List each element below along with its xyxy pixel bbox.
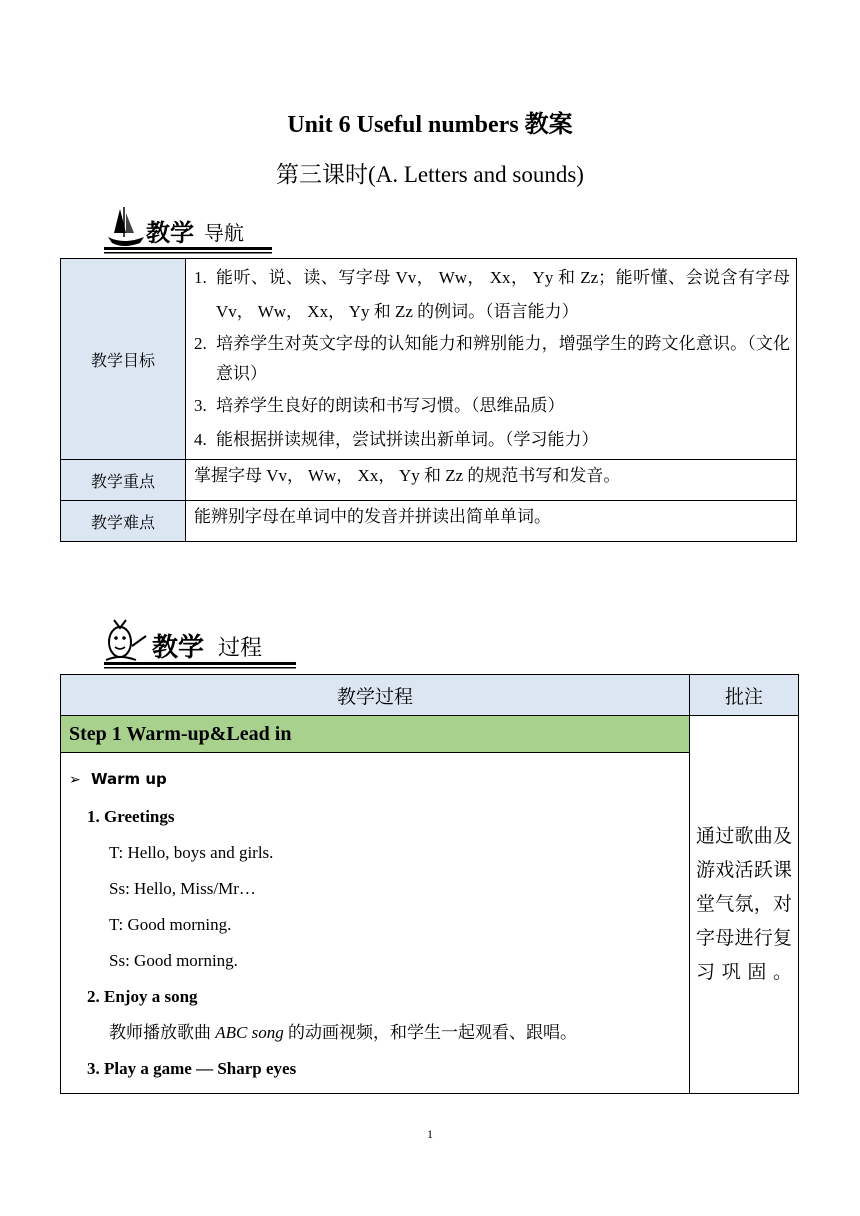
note-cell: 通过歌曲及游戏活跃课堂气氛，对字母进行复习巩固。 — [690, 716, 799, 1094]
game-heading — [69, 1051, 681, 1087]
process-logo-text: 教学 — [152, 633, 205, 663]
song-text-pre: 教师播放歌曲 — [109, 1023, 216, 1042]
objective-number: 1. — [194, 268, 207, 287]
song-number: 2. — [87, 987, 100, 1006]
difficulties-label: 教学难点 — [61, 501, 186, 542]
page-number: 1 — [427, 1127, 433, 1141]
song-heading — [69, 979, 681, 1015]
objective-text: 能听、说、读、写字母 Vv， Ww， Xx， Yy 和 Zz；能听懂、会说含有字母 Vv， Ww， Xx， Yy 和 Zz 的例词。（语言能力） — [216, 268, 790, 321]
warm-up-heading: Warm up — [90, 770, 167, 788]
objective-text: 培养学生对英文字母的认知能力和辨别能力，增强学生的跨文化意识。（文化意识） — [216, 334, 790, 383]
objective-item — [194, 423, 790, 457]
step1-content — [61, 753, 690, 1094]
process-table — [60, 674, 799, 1094]
objective-item — [194, 329, 790, 389]
arrow-bullet-icon: ➢ — [69, 773, 81, 788]
greetings-number: 1. — [87, 807, 100, 826]
greetings-heading — [69, 799, 681, 835]
objectives-table — [60, 258, 797, 542]
objective-item — [194, 389, 790, 423]
note-header: 批注 — [690, 675, 799, 716]
objective-text: 培养学生良好的朗读和书写习惯。（思维品质） — [216, 396, 565, 415]
objectives-label: 教学目标 — [61, 259, 186, 460]
dialogue-line: Ss: Hello, Miss/Mr… — [109, 879, 256, 898]
step1-heading: Step 1 Warm-up&Lead in — [61, 716, 690, 753]
teaching-navigation-logo — [100, 203, 276, 257]
key-points-text: 掌握字母 Vv， Ww， Xx， Yy 和 Zz 的规范书写和发音。 — [186, 460, 797, 501]
greetings-title: Greetings — [104, 807, 175, 826]
objective-number: 3. — [194, 396, 207, 415]
objective-item — [194, 261, 790, 329]
game-number: 3. — [87, 1059, 100, 1078]
song-title: Enjoy a song — [104, 987, 198, 1006]
song-description — [69, 1015, 681, 1051]
key-points-label: 教学重点 — [61, 460, 186, 501]
dialogue-line: Ss: Good morning. — [109, 951, 238, 970]
dialogue-line: T: Good morning. — [109, 915, 232, 934]
game-title: Play a game — Sharp eyes — [104, 1059, 297, 1078]
svg-text:过程: 过程 — [218, 636, 263, 661]
teaching-process-logo — [100, 614, 300, 672]
nav-logo-text: 教学 — [146, 219, 194, 247]
dialogue-line: T: Hello, boys and girls. — [109, 843, 274, 862]
lesson-subtitle: 第三课时(A. Letters and sounds) — [276, 162, 584, 187]
difficulties-text: 能辨别字母在单词中的发音并拼读出简单单词。 — [186, 501, 797, 542]
document-title: Unit 6 Useful numbers 教案 — [287, 112, 573, 138]
song-name: ABC song — [215, 1023, 284, 1042]
process-header: 教学过程 — [61, 675, 690, 716]
objectives-list — [186, 259, 797, 460]
svg-text:导航: 导航 — [204, 221, 244, 245]
objective-number: 2. — [194, 334, 207, 353]
song-text-post: 的动画视频，和学生一起观看、跟唱。 — [283, 1023, 577, 1042]
objective-number: 4. — [194, 430, 207, 449]
objective-text: 能根据拼读规律，尝试拼读出新单词。（学习能力） — [216, 430, 599, 449]
